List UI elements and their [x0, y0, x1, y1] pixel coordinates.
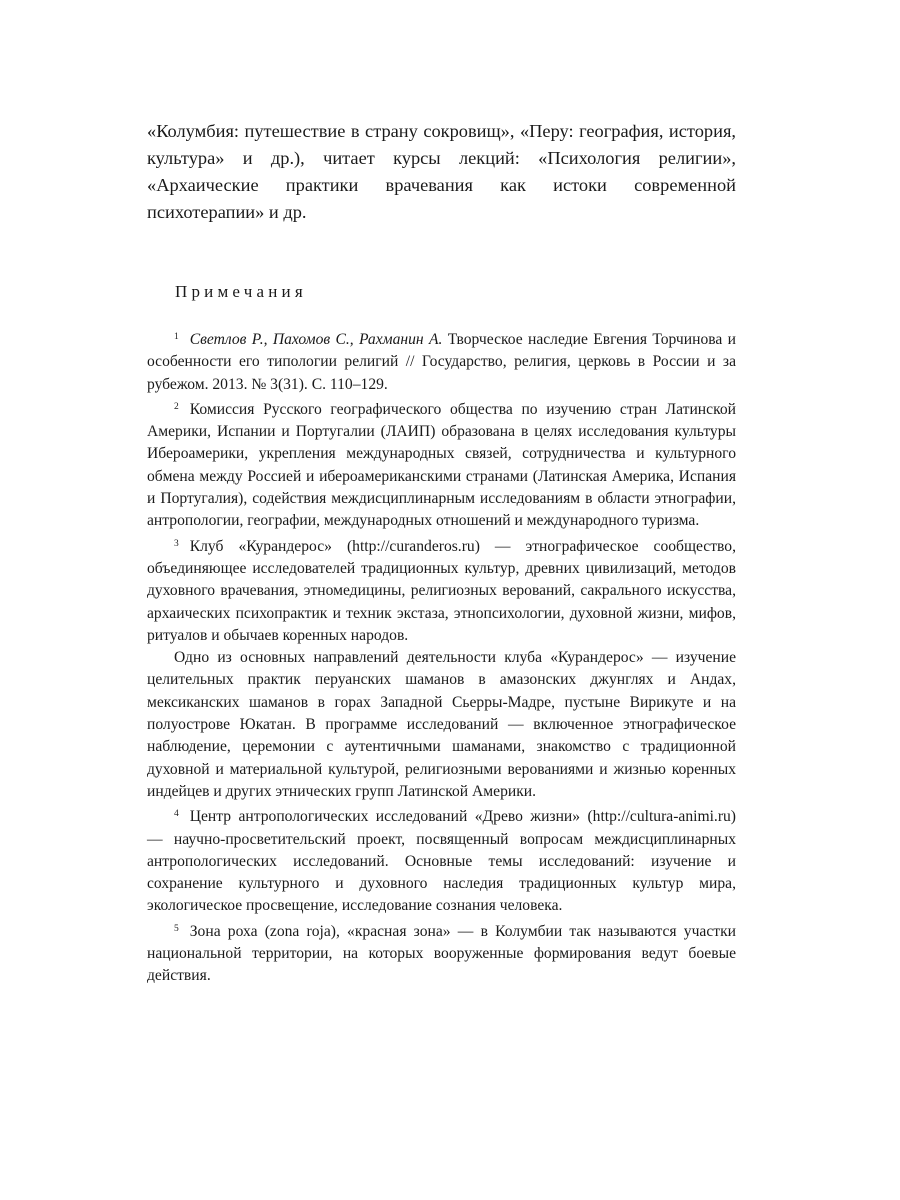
page-content: [147, 118, 736, 988]
notes-heading: Примечания: [175, 282, 307, 301]
note-5: [147, 918, 736, 988]
note-number: 4: [174, 809, 179, 820]
note-number: 2: [174, 401, 179, 412]
note-text: Творческое наследие Евгения Торчинова и особенности его типологии религий // Государство, религия, церковь в России и за рубежом. 2013. № 3(31). С. 110–129.: [147, 331, 736, 393]
note-authors: Светлов Р., Пахомов С., Рахманин А.: [189, 331, 443, 348]
note-1: [147, 326, 736, 396]
note-number: 3: [174, 538, 179, 549]
note-text: Комиссия Русского географического общества по изучению стран Латинской Америки, Испании и Португалии (ЛАИП) образована в целях исследования культуры Ибероамерики, укрепления международных связей, сотрудничества и культурного обмена между Россией и ибероамериканскими странами (Латинская Америка, Испания и Португалия), содействия междисциплинарным исследованиям в области этнографии, антропологии, географии, международных отношений и международного туризма.: [147, 400, 736, 530]
notes-section: [147, 326, 736, 988]
note-4: [147, 803, 736, 917]
note-number: 1: [174, 332, 179, 342]
note-text: Центр антропологических исследований «Древо жизни» (http://cultura-animi.ru) — научно-просветительский проект, посвященный вопросам междисциплинарных антропологических исследований. Основные темы исследований: изучение и сохранение культурного и духовного наследия традиционных культур мира, экологическое просвещение, исследование сознания человека.: [147, 808, 736, 915]
note-2: [147, 396, 736, 533]
intro-paragraph: «Колумбия: путешествие в страну сокровищ», «Перу: география, история, культура» и др.), читает курсы лекций: «Психология религии», «Архаические практики врачевания как истоки современной психотерапии» и др.: [147, 121, 736, 222]
note-text: Зона роха (zona roja), «красная зона» — в Колумбии так называются участки национальной территории, на которых вооруженные формирования ведут боевые действия.: [147, 922, 736, 985]
note-3: [147, 533, 736, 647]
note-text: Клуб «Курандерос» (http://curanderos.ru) — этнографическое сообщество, объединяющее исследователей традиционных культур, древних цивилизаций, методов духовного врачевания, этномедицины, религиозных верований, сакрального искусства, архаических психопрактик и техник экстаза, этнопсихологии, духовной жизни, мифов, ритуалов и обычаев коренных народов.: [147, 537, 736, 644]
note-3-continuation: Одно из основных направлений деятельности клуба «Курандерос» — изучение целительных практик перуанских шаманов в амазонских джунглях и Андах, мексиканских шаманов в горах Западной Сьерры-Мадре, пустыне Вирикуте и на полуострове Юкатан. В программе исследований — включенное этнографическое наблюдение, церемонии с аутентичными шаманами, знакомство с традиционной духовной и материальной культурой, религиозными верованиями и жизнью коренных индейцев и других этнических групп Латинской Америки.: [147, 649, 736, 800]
note-number: 5: [174, 923, 179, 934]
